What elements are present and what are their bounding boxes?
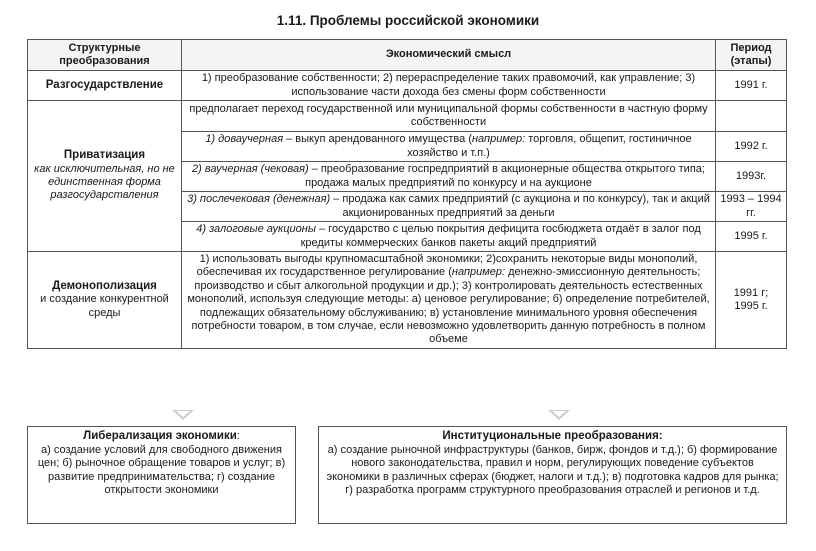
institutional-text: а) создание рыночной инфраструктуры (банков, бирж, фондов и т.д.); б) формирование нового законодательства, правил и норм, регулирующих поведение субъектов экономики в различных сферах (бюджет, налоги и т.д.); в) подготовка кадров для рынка; г) разработка программ структурного преобразования отраслей и регионов и т.д.	[326, 443, 779, 497]
priv-stage-3-period: 1993 – 1994 гг.	[716, 192, 787, 222]
header-structural: Структурные преобразования	[28, 40, 182, 71]
liberalization-title: Либерализация экономики	[83, 430, 237, 442]
liberalization-box: Либерализация экономики: а) создание условий для свободного движения цен; б) рыночное обращение товаров и услуг; в) развитие предпринимательства; г) создание открытости экономики	[27, 426, 296, 524]
demon-title: Демонополизация	[52, 279, 157, 292]
priv-intro-period	[716, 101, 787, 132]
priv-stage-2: 2) ваучерная (чековая) – преобразование госпредприятий в акционерные общества открытого типа; продажа малых предприятий по конкурсу и на аукционе	[182, 162, 716, 192]
demon-subtitle: и создание конкурентной среды	[40, 293, 169, 319]
table-row	[28, 252, 787, 349]
table-row	[28, 101, 787, 132]
priv-stage-2-period: 1993г.	[716, 162, 787, 192]
table-header-row	[28, 40, 787, 71]
row-meaning-razgos: 1) преобразование собственности; 2) перераспределение таких правомочий, как управление; 3) использование части дохода без смены форм собственности	[182, 71, 716, 101]
header-period: Период (этапы)	[716, 40, 787, 71]
priv-stage-4: 4) залоговые аукционы – государство с целью покрытия дефицита госбюджета отдаёт в залог под кредиты коммерческих банков пакеты акций предприятий	[182, 222, 716, 252]
row-name-priv	[28, 101, 182, 252]
institutional-title: Институциональные преобразования:	[442, 430, 663, 442]
arrow-down-right-icon	[548, 410, 570, 420]
row-period-demon: 1991 г; 1995 г.	[716, 252, 787, 349]
institutional-box	[318, 426, 787, 524]
row-meaning-demon: 1) использовать выгоды крупномасштабной экономики; 2)сохранить некоторые виды монополий, обеспечивая их государственное регулирование (например: денежно-эмиссионную деятельность; производство и сбыт алкогольной продукции и др.); 3) контролировать деятельность естественных монополий, используя следующие методы: а) ценовое регулирование; б) определение потребителей, подлежащих обязательному обслуживанию; в) установление минимального уровня обеспечения потребности товаром, в том случае, если невозможно удовлетворить данную потребность в полном объеме	[182, 252, 716, 349]
row-name-razgos: Разгосударствление	[28, 71, 182, 101]
priv-stage-4-period: 1995 г.	[716, 222, 787, 252]
priv-stage-1-period: 1992 г.	[716, 132, 787, 162]
header-meaning: Экономический смысл	[182, 40, 716, 71]
liberalization-text: а) создание условий для свободного движения цен; б) рыночное обращение товаров и услуг; в) развитие предпринимательства; г) создание открытости экономики	[37, 443, 286, 497]
arrow-down-left-icon	[172, 410, 194, 420]
row-name-demon	[28, 252, 182, 349]
priv-subtitle: как исключительная, но не единственная форма разгосударствления	[34, 162, 175, 202]
page-title: 1.11. Проблемы российской экономики	[276, 13, 540, 28]
priv-stage-3: 3) послечековая (денежная) – продажа как самих предприятий (с аукциона и по конкурсу), так и акций акционированных предприятий за деньги	[182, 192, 716, 222]
priv-title: Приватизация	[63, 149, 146, 162]
priv-stage-1: 1) доваучерная – выкуп арендованного имущества (например: торговля, общепит, гостиничное хозяйство и т.п.)	[182, 132, 716, 162]
row-period-razgos: 1991 г.	[716, 71, 787, 101]
table-row	[28, 71, 787, 101]
economy-problems-table	[27, 39, 787, 349]
priv-intro: предполагает переход государственной или муниципальной формы собственности в частную форму собственности	[182, 101, 716, 132]
